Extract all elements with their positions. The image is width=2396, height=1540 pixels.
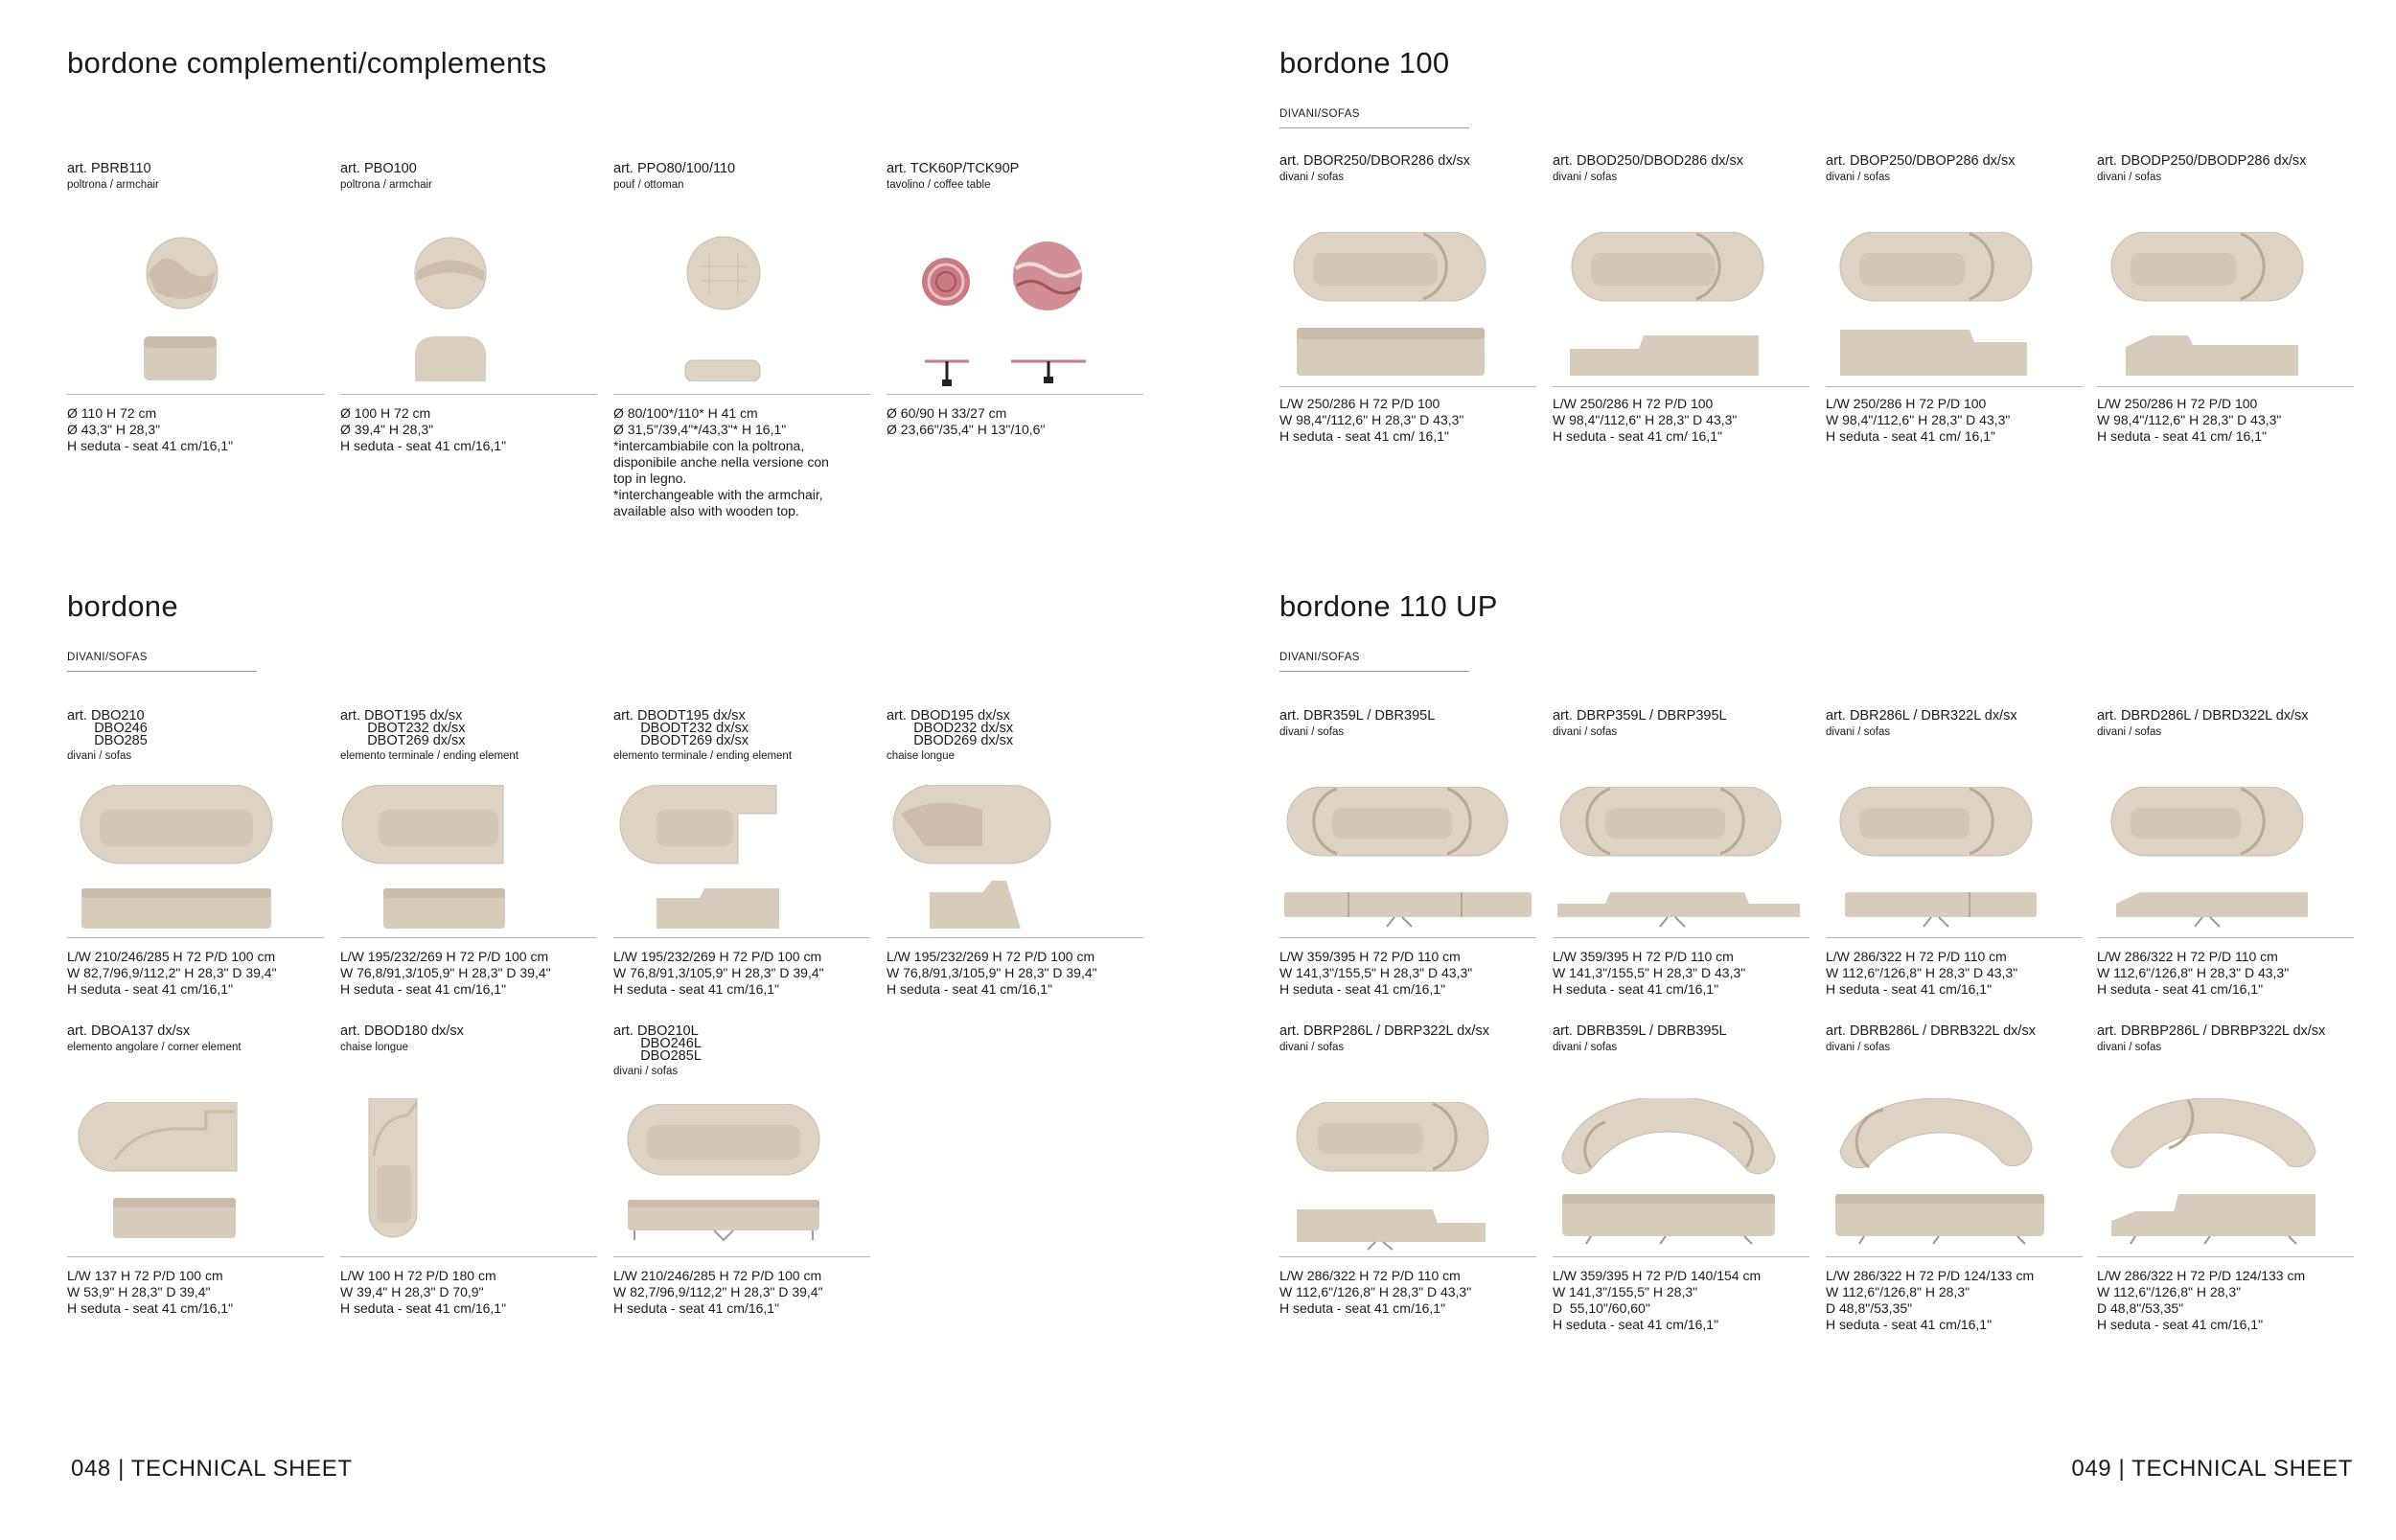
article-code: art. DBRD286L / DBRD322L dx/sx [2097,708,2309,724]
sofa-icon [1553,232,1811,385]
article-code: art. DBO210 DBO246 DBO285 [67,708,148,748]
sofa-legs-icon [1279,787,1538,940]
sofa-legs-icon [1553,787,1811,940]
dimensions-text: L/W 137 H 72 P/D 100 cm W 53,9" H 28,3" D 39,4" H seduta - seat 41 cm/16,1" [67,1268,234,1316]
article-code: art. DBO210L DBO246L DBO285L [613,1023,702,1064]
product-item [1553,155,1811,452]
product-type: poltrona / armchair [67,179,159,191]
divider [340,1256,597,1257]
divider [1553,386,1809,387]
article-code: art. PPO80/100/110 [613,161,736,176]
section-title-bordone-110-up: bordone 110 UP [1279,589,1498,623]
product-type: divani / sofas [67,750,132,762]
divider [67,1256,324,1257]
product-type: divani / sofas [1553,1042,1618,1053]
dimensions-text: L/W 210/246/285 H 72 P/D 100 cm W 82,7/96,9/112,2" H 28,3" D 39,4" H seduta - seat 41 cm/16,1" [67,949,277,997]
product-item [2097,1025,2356,1332]
product-type: divani / sofas [1279,726,1345,738]
curved-sofa-icon [2097,1098,2356,1252]
article-code: art. PBRB110 [67,161,151,176]
product-type: divani / sofas [2097,1042,2162,1053]
coffee-table-icon [887,240,1145,402]
product-item [1826,155,2085,452]
divider [2097,937,2354,938]
divider [67,937,324,938]
dimensions-text: L/W 286/322 H 72 P/D 124/133 cm W 112,6"/126,8" H 28,3" D 48,8"/53,35" H seduta - seat 41 cm/16,1" [1826,1268,2035,1332]
section-label: DIVANI/SOFAS [67,652,257,672]
product-item [1826,710,2085,998]
article-code: art. DBOD195 dx/sx DBOD232 dx/sx DBOD269 dx/sx [887,708,1014,748]
product-type: divani / sofas [1553,172,1618,183]
product-item [1553,710,1811,998]
armchair-icon [340,228,599,381]
dimensions-text: L/W 286/322 H 72 P/D 110 cm W 112,6"/126,8" H 28,3" D 43,3" H seduta - seat 41 cm/16,1" [1279,1268,1472,1316]
divider [887,394,1143,395]
dimensions-text: L/W 359/395 H 72 P/D 110 cm W 141,3"/155,5" H 28,3" D 43,3" H seduta - seat 41 cm/16,1" [1553,949,1746,997]
article-code: art. DBOP250/DBOP286 dx/sx [1826,153,2016,169]
product-type: poltrona / armchair [340,179,432,191]
divider [2097,1256,2354,1257]
product-type: divani / sofas [1826,726,1891,738]
dimensions-text: L/W 250/286 H 72 P/D 100 W 98,4"/112,6" H 28,3" D 43,3" H seduta - seat 41 cm/ 16,1" [1826,396,2011,444]
divider [1279,1256,1536,1257]
product-item [613,710,872,998]
divider [2097,386,2354,387]
sofa-icon [2097,232,2356,385]
product-type: divani / sofas [2097,726,2162,738]
article-code: art. DBODP250/DBODP286 dx/sx [2097,153,2307,169]
article-code: art. DBODT195 dx/sx DBODT232 dx/sx DBODT269 dx/sx [613,708,749,748]
article-code: art. PBO100 [340,161,417,176]
divider [1826,1256,2083,1257]
article-code: art. TCK60P/TCK90P [887,161,1020,176]
article-code: art. DBR359L / DBR395L [1279,708,1436,724]
article-code: art. DBOA137 dx/sx [67,1023,191,1039]
section-label: DIVANI/SOFAS [1279,108,1469,128]
product-item [2097,155,2356,452]
product-item [887,710,1145,998]
product-type: divani / sofas [613,1066,679,1077]
section-title-complements: bordone complementi/complements [67,46,547,80]
divider [1553,1256,1809,1257]
product-type: divani / sofas [1279,172,1345,183]
article-code: art. DBOD180 dx/sx [340,1023,464,1039]
sofa-icon [1279,232,1538,385]
article-code: art. DBRB286L / DBRB322L dx/sx [1826,1023,2036,1039]
product-item [2097,710,2356,998]
sofa-legs-icon [1826,787,2085,940]
curved-sofa-icon [1826,1098,2085,1252]
article-code: art. DBRB359L / DBRB395L [1553,1023,1727,1039]
divider [1279,937,1536,938]
dimensions-text: L/W 359/395 H 72 P/D 140/154 cm W 141,3"/155,5" H 28,3" D 55,10"/60,60" H seduta - seat 41 cm/16,1" [1553,1268,1762,1332]
article-code: art. DBOT195 dx/sx DBOT232 dx/sx DBOT269 dx/sx [340,708,466,748]
product-item [1279,1025,1538,1332]
product-item [887,163,1145,441]
product-item [1553,1025,1811,1332]
product-type: divani / sofas [2097,172,2162,183]
product-type: elemento terminale / ending element [340,750,519,762]
article-code: art. DBR286L / DBR322L dx/sx [1826,708,2017,724]
product-type: divani / sofas [1826,172,1891,183]
sofa-legs-icon [1279,1102,1538,1255]
dimensions-text: Ø 80/100*/110* H 41 cm Ø 31,5"/39,4"*/43,3"* H 16,1" *intercambiabile con la poltrona, disponibile anche nella versione con top in legno. *interchangeable with the armchair, available also with wooden top. [613,405,829,518]
product-item [1826,1025,2085,1332]
article-code: art. DBOR250/DBOR286 dx/sx [1279,153,1471,169]
dimensions-text: L/W 250/286 H 72 P/D 100 W 98,4"/112,6" H 28,3" D 43,3" H seduta - seat 41 cm/ 16,1" [2097,396,2282,444]
sofa-legs-icon [2097,787,2356,940]
sofa-icon [67,785,326,938]
dimensions-text: L/W 286/322 H 72 P/D 124/133 cm W 112,6"/126,8" H 28,3" D 48,8"/53,35" H seduta - seat 41 cm/16,1" [2097,1268,2306,1332]
dimensions-text: L/W 195/232/269 H 72 P/D 100 cm W 76,8/91,3/105,9" H 28,3" D 39,4" H seduta - seat 41 cm/16,1" [340,949,551,997]
product-type: elemento angolare / corner element [67,1042,242,1053]
divider [340,937,597,938]
dimensions-text: L/W 210/246/285 H 72 P/D 100 cm W 82,7/96,9/112,2" H 28,3" D 39,4" H seduta - seat 41 cm/16,1" [613,1268,823,1316]
article-code: art. DBRP286L / DBRP322L dx/sx [1279,1023,1489,1039]
divider [1826,937,2083,938]
sofa-icon [1826,232,2085,385]
dimensions-text: L/W 195/232/269 H 72 P/D 100 cm W 76,8/91,3/105,9" H 28,3" D 39,4" H seduta - seat 41 cm/16,1" [613,949,824,997]
product-item [613,1025,872,1322]
product-item [340,1025,599,1322]
divider [613,937,870,938]
article-code: art. DBOD250/DBOD286 dx/sx [1553,153,1744,169]
product-type: divani / sofas [1553,726,1618,738]
ending-element-icon [340,785,599,938]
section-title-bordone-100: bordone 100 [1279,46,1450,80]
chaise-longue-icon [340,1098,599,1252]
dimensions-text: L/W 359/395 H 72 P/D 110 cm W 141,3"/155,5" H 28,3" D 43,3" H seduta - seat 41 cm/16,1" [1279,949,1473,997]
product-type: pouf / ottoman [613,179,684,191]
divider [340,394,597,395]
divider [887,937,1143,938]
product-item [340,161,599,453]
product-item [67,161,326,453]
dimensions-text: L/W 195/232/269 H 72 P/D 100 cm W 76,8/91,3/105,9" H 28,3" D 39,4" H seduta - seat 41 cm/16,1" [887,949,1097,997]
armchair-round-icon [67,228,326,381]
dimensions-text: L/W 250/286 H 72 P/D 100 W 98,4"/112,6" H 28,3" D 43,3" H seduta - seat 41 cm/ 16,1" [1553,396,1738,444]
section-label: DIVANI/SOFAS [1279,652,1469,672]
divider [613,1256,870,1257]
product-type: chaise longue [887,750,955,762]
divider [1279,386,1536,387]
curved-sofa-icon [1553,1098,1811,1252]
product-item [67,1025,326,1322]
dimensions-text: Ø 100 H 72 cm Ø 39,4" H 28,3" H seduta - seat 41 cm/16,1" [340,405,507,453]
page-footer-left: 048 | TECHNICAL SHEET [71,1456,353,1482]
section-title-bordone: bordone [67,589,178,623]
product-item [67,710,326,998]
chaise-longue-icon [887,785,1145,938]
divider [1826,386,2083,387]
dimensions-text: L/W 286/322 H 72 P/D 110 cm W 112,6"/126,8" H 28,3" D 43,3" H seduta - seat 41 cm/16,1" [2097,949,2290,997]
product-item [613,163,872,527]
dimensions-text: L/W 100 H 72 P/D 180 cm W 39,4" H 28,3" D 70,9" H seduta - seat 41 cm/16,1" [340,1268,507,1316]
product-item [1279,155,1538,452]
divider [67,394,324,395]
dimensions-text: L/W 250/286 H 72 P/D 100 W 98,4"/112,6" H 28,3" D 43,3" H seduta - seat 41 cm/ 16,1" [1279,396,1464,444]
product-type: divani / sofas [1826,1042,1891,1053]
product-item [1279,710,1538,998]
article-code: art. DBRP359L / DBRP395L [1553,708,1727,724]
divider [1553,937,1809,938]
article-code: art. DBRBP286L / DBRBP322L dx/sx [2097,1023,2326,1039]
dimensions-text: Ø 110 H 72 cm Ø 43,3" H 28,3" H seduta - seat 41 cm/16,1" [67,405,234,453]
divider [613,394,870,395]
product-type: elemento terminale / ending element [613,750,793,762]
ottoman-icon [613,228,872,381]
product-type: divani / sofas [1279,1042,1345,1053]
dimensions-text: Ø 60/90 H 33/27 cm Ø 23,66"/35,4" H 13"/10,6" [887,405,1046,437]
page-footer-right: 049 | TECHNICAL SHEET [2071,1456,2353,1482]
ending-element-icon [613,785,872,938]
product-item [340,710,599,998]
product-type: chaise longue [340,1042,408,1053]
corner-element-icon [67,1102,326,1255]
sofa-legs-icon [613,1104,872,1248]
product-type: tavolino / coffee table [887,179,991,191]
dimensions-text: L/W 286/322 H 72 P/D 110 cm W 112,6"/126,8" H 28,3" D 43,3" H seduta - seat 41 cm/16,1" [1826,949,2018,997]
